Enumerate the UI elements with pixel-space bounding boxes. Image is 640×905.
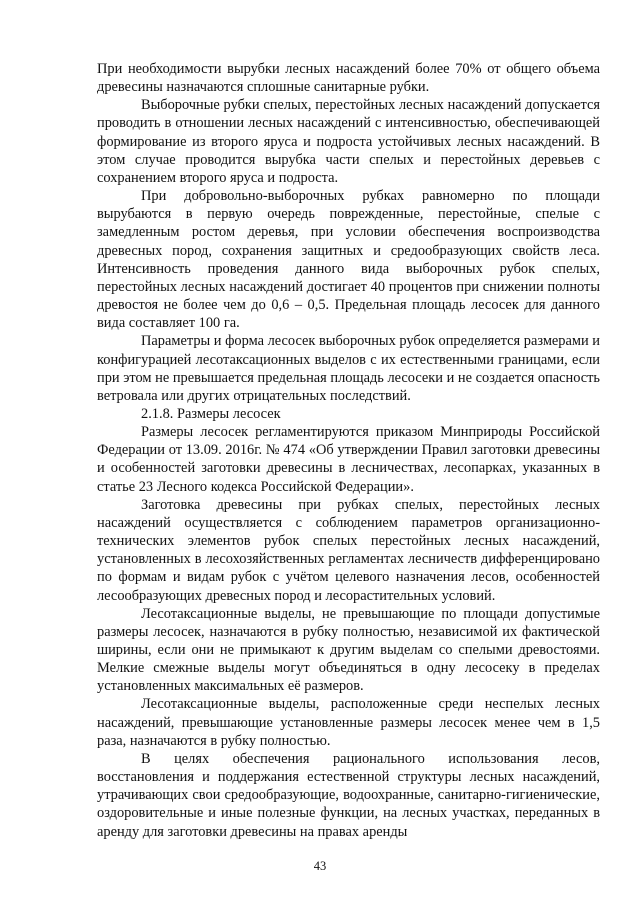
- paragraph-timber-harvesting: Заготовка древесины при рубках спелых, перестойных лесных насаждений осуществляется с соблюдением параметров организационно-технических элементов рубок спелых перестойных лесных насаждений, установленных в лесохозяйственных регламентах лесничеств дифференцировано по формам и видам рубок с учётом целевого назначения лесов, особенностей лесообразующих древесных пород и лесорастительных условий.: [97, 496, 600, 604]
- paragraph-cutting-area-parameters: Параметры и форма лесосек выборочных рубок определяется размерами и конфигурацией лесотаксационных выделов с их естественными границами, если при этом не превышается предельная площадь лесосеки и не создается опасность ветровала или других отрицательных последствий.: [97, 333, 600, 404]
- page-number: 43: [313, 859, 327, 873]
- paragraph-selective-cuttings: Выборочные рубки спелых, перестойных лесных насаждений допускается проводить в отношении лесных насаждений с интенсивностью, обеспечивающей формирование из второго яруса и подроста устойчивых лесных насаждений. В этом случае проводится вырубка части спелых и перестойных деревьев с сохранением второго яруса и подроста.: [97, 97, 600, 186]
- paragraph-immature-stands: Лесотаксационные выделы, расположенные среди неспелых лесных насаждений, превышающие установленные размеры лесосек менее чем в 1,5 раза, назначаются в рубку полностью.: [97, 696, 600, 749]
- paragraph-forest-allotments: Лесотаксационные выделы, не превышающие по площади допустимые размеры лесосек, назначаются в рубку полностью, независимой их фактической ширины, если они не примыкают к другим выделам со спелыми древостоями. Мелкие смежные выделы могут объединяться в одну лесосеку в пределах установленных максимальных её размеров.: [97, 605, 600, 695]
- paragraph-regulation-order: Размеры лесосек регламентируются приказом Минприроды Российской Федерации от 13.09. 2016г. № 474 «Об утверждении Правил заготовки древесины и особенностей заготовки древесины в лесничествах, лесопарках, указанных в статье 23 Лесного кодекса Российской Федерации».: [97, 424, 600, 495]
- section-heading-cutting-area-sizes: 2.1.8. Размеры лесосек: [141, 405, 281, 422]
- paragraph-voluntary-selective-cuttings: При добровольно-выборочных рубках равномерно по площади вырубаются в первую очередь поврежденные, перестойные, спелые с замедленным ростом деревья, при условии обеспечения воспроизводства древесных пород, сохранения защитных и средообразующих свойств леса. Интенсивность проведения данного вида выборочных рубок спелых, перестойных лесных насаждений достигает 40 процентов при снижении полноты древостоя не более чем до 0,6 – 0,5. Предельная площадь лесосек для данного вида составляет 100 га.: [97, 188, 600, 332]
- paragraph-rational-forest-use: В целях обеспечения рационального использования лесов, восстановления и поддержания естественной структуры лесных насаждений, утрачивающих свои средообразующие, водоохранные, санитарно-гигиенические, оздоровительные и иные полезные функции, на лесных участках, переданных в аренду для заготовки древесины на правах аренды: [97, 750, 600, 840]
- paragraph-sanitary-cuttings: При необходимости вырубки лесных насаждений более 70% от общего объема древесины назначаются сплошные санитарные рубки.: [97, 61, 600, 96]
- document-body: [97, 60, 600, 841]
